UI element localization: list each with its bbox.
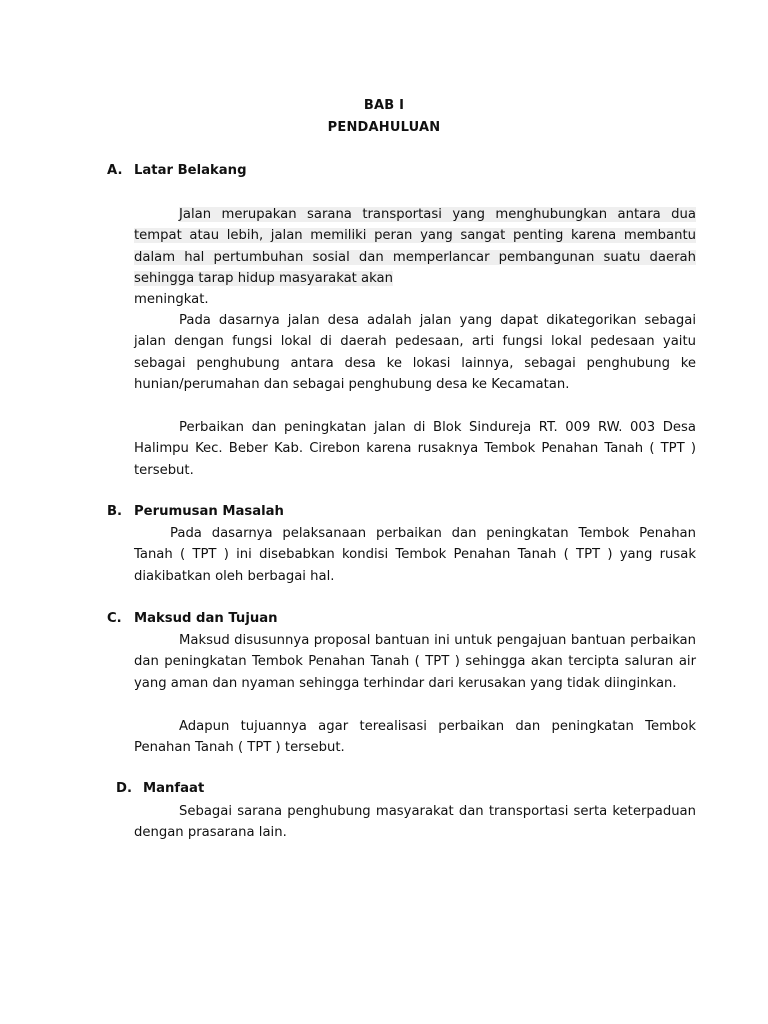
section-b-title: Perumusan Masalah bbox=[134, 504, 284, 519]
highlighted-text: Jalan merupakan sarana transportasi yang menghubungkan antara dua tempat atau lebih, jalan memiliki peran yang sangat penting karena membantu dalam hal pertumbuhan sosial dan memperlancar pembangunan suatu daerah sehingga tarap hidup masyarakat akan bbox=[134, 207, 696, 286]
section-a-title: Latar Belakang bbox=[134, 163, 247, 178]
section-b-paragraph-1: Pada dasarnya pelaksanaan perbaikan dan peningkatan Tembok Penahan Tanah ( TPT ) ini disebabkan kondisi Tembok Penahan Tanah ( TPT ) yang rusak diakibatkan oleh berbagai hal. bbox=[134, 526, 696, 584]
chapter-title: PENDAHULUAN bbox=[327, 120, 441, 135]
section-a-heading bbox=[107, 163, 247, 178]
section-c-paragraph-1: Maksud disusunnya proposal bantuan ini untuk pengajuan bantuan perbaikan dan peningkatan Tembok Penahan Tanah ( TPT ) sehingga akan tercipta saluran air yang aman dan nyaman sehingga terhindar dari kerusakan yang tidak diinginkan. bbox=[134, 633, 696, 691]
section-d-letter: D. bbox=[116, 781, 132, 796]
section-c-letter: C. bbox=[107, 611, 122, 626]
section-d-paragraph-1: Sebagai sarana penghubung masyarakat dan transportasi serta keterpaduan dengan prasarana lain. bbox=[134, 804, 696, 841]
section-a-paragraph-2: Pada dasarnya jalan desa adalah jalan yang dapat dikategorikan sebagai jalan dengan fungsi lokal di daerah pedesaan, arti fungsi lokal pedesaan yaitu sebagai penghubung antara desa ke lokasi lainnya, sebagai penghubung ke hunian/perumahan dan sebagai penghubung desa ke Kecamatan. bbox=[134, 313, 696, 392]
section-b-heading bbox=[107, 504, 284, 519]
section-c-heading bbox=[107, 611, 278, 626]
chapter-number: BAB I bbox=[363, 98, 405, 113]
section-a-letter: A. bbox=[107, 163, 123, 178]
section-b-letter: B. bbox=[107, 504, 123, 519]
section-c-paragraph-2: Adapun tujuannya agar terealisasi perbaikan dan peningkatan Tembok Penahan Tanah ( TPT ) tersebut. bbox=[134, 719, 696, 756]
section-a-paragraph-1-end: meningkat. bbox=[134, 292, 209, 307]
section-a-paragraph-1 bbox=[134, 204, 696, 289]
section-d-heading bbox=[116, 781, 204, 796]
section-d-title: Manfaat bbox=[143, 781, 205, 796]
section-c-title: Maksud dan Tujuan bbox=[134, 611, 278, 626]
section-a-paragraph-3: Perbaikan dan peningkatan jalan di Blok Sindureja RT. 009 RW. 003 Desa Halimpu Kec. Beber Kab. Cirebon karena rusaknya Tembok Penahan Tanah ( TPT ) tersebut. bbox=[134, 420, 696, 478]
